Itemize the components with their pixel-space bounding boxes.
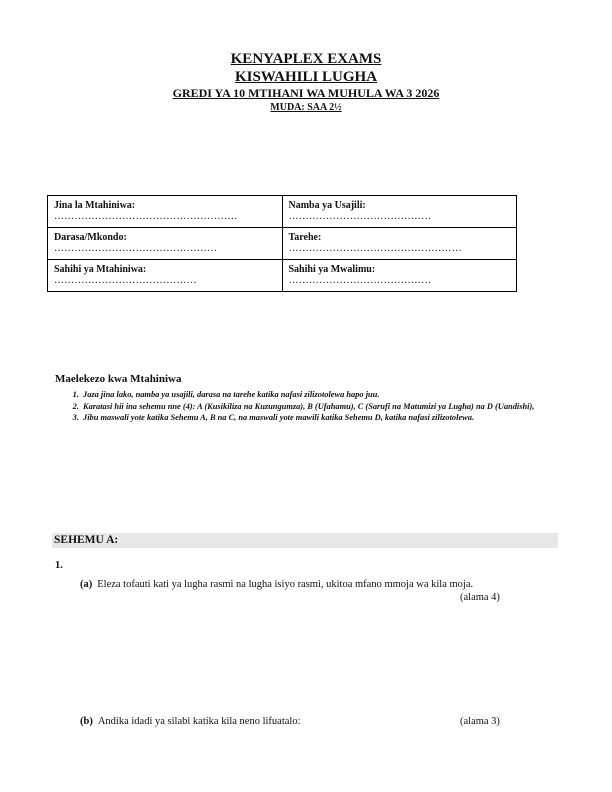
duration: MUDA: SAA 2½ — [270, 102, 342, 113]
question-number: 1. — [55, 560, 63, 571]
instructions — [55, 373, 565, 425]
name-label: Jina la Mtahiniwa: — [54, 200, 136, 211]
reg-label: Namba ya Usajili: — [288, 200, 366, 211]
name-cell[interactable] — [48, 196, 283, 228]
teacher-sign-label: Sahihi ya Mwalimu: — [288, 264, 376, 275]
class-field[interactable]: ………………………………………… — [54, 243, 218, 254]
section-a-heading: SEHEMU A: — [52, 533, 558, 548]
name-field[interactable]: ……………………………………………… — [54, 211, 238, 222]
candidate-info-table — [47, 195, 517, 292]
date-cell[interactable] — [282, 228, 517, 260]
instruction-item: 3. Jibu maswali yote katika Sehemu A, B na C, na maswali yote mawili katika Sehemu D, katika nafasi zilizotolewa. — [81, 413, 565, 424]
date-field[interactable]: …………………………………………… — [288, 243, 462, 254]
instruction-item: 2. Karatasi hii ina sehemu nne (4): A (Kusikiliza na Kuzungumza), B (Ufahamu), C (Sarufi na Matumizi ya Lugha) na D (Uandishi), — [81, 402, 565, 413]
teacher-sign-cell[interactable] — [282, 260, 517, 292]
part-b-marks: (alama 3) — [460, 716, 500, 727]
instructions-list — [55, 390, 565, 424]
sign-label: Sahihi ya Mtahiniwa: — [54, 264, 147, 275]
teacher-sign-field[interactable]: …………………………………… — [288, 275, 432, 286]
instruction-item: 1. Jaza jina lako, namba ya usajili, darasa na tarehe katika nafasi zilizotolewa hapo juu. — [81, 390, 565, 401]
sign-cell[interactable] — [48, 260, 283, 292]
exam-header — [0, 50, 612, 114]
part-a-text: Eleza tofauti kati ya lugha rasmi na lugha isiyo rasmi, ukitoa mfano mmoja wa kila moja. — [97, 579, 474, 590]
sign-field[interactable]: …………………………………… — [54, 275, 197, 286]
class-label: Darasa/Mkondo: — [54, 232, 127, 243]
part-b-text: Andika idadi ya silabi katika kila neno lifuatalo: — [97, 716, 301, 727]
instructions-title: Maelekezo kwa Mtahiniwa — [55, 373, 182, 385]
question-1a — [80, 578, 540, 591]
reg-field[interactable]: …………………………………… — [288, 211, 432, 222]
exam-title: GREDI YA 10 MTIHANI WA MUHULA WA 3 2026 — [172, 86, 440, 100]
class-cell[interactable] — [48, 228, 283, 260]
part-a-label: (a) — [80, 579, 93, 590]
part-a-marks: (alama 4) — [460, 592, 500, 603]
subject-title: KISWAHILI LUGHA — [234, 69, 378, 85]
reg-cell[interactable] — [282, 196, 517, 228]
part-b-label: (b) — [80, 716, 93, 727]
date-label: Tarehe: — [288, 232, 322, 243]
school-title: KENYAPLEX EXAMS — [230, 51, 382, 67]
question-1b — [80, 716, 301, 727]
